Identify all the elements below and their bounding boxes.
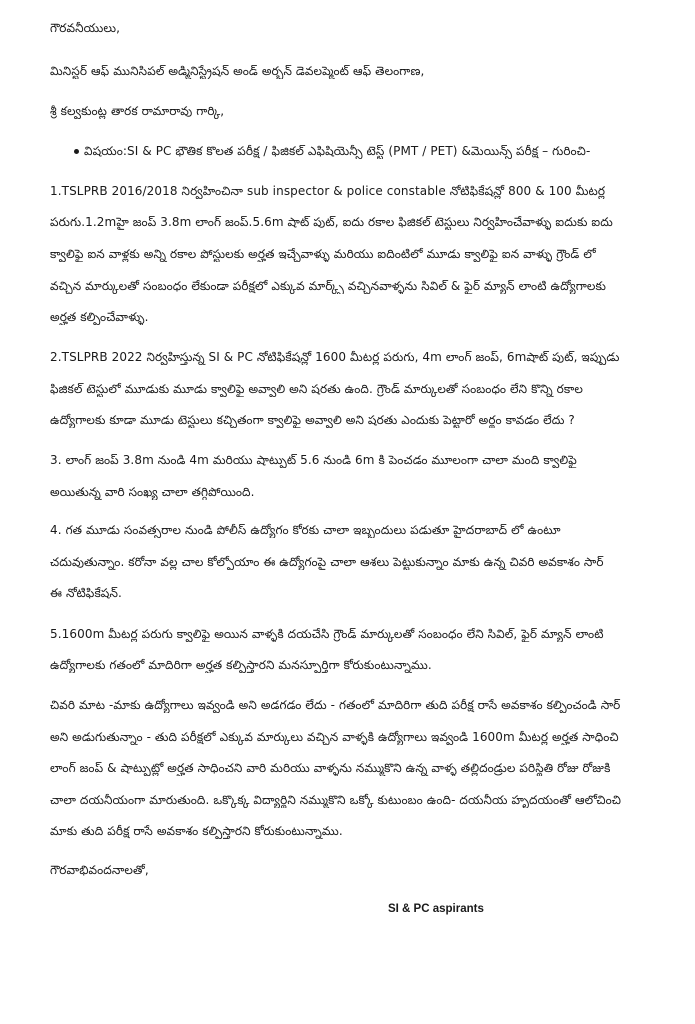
point-2-line-3: ఉద్యోగాలకు కూడా మూడు టెస్టులు కచ్చితంగా క్వాలిఫై అవ్వాలి అని షరతు ఎందుకు పెట్టారో అర్థం కావడం లేదు ? [50,413,575,427]
subject-line: విషయం:SI & PC భౌతిక కొలత పరీక్ష / ఫిజికల్ ఎఫిషియెన్సీ టెస్ట్ (PMT / PET) &మెయిన్స్ పరీక్ష – గురించి- [84,144,591,158]
salutation: గౌరవనీయులు, [50,21,121,35]
point-2-line-1: 2.TSLPRB 2022 నిర్వహిస్తున్న SI & PC నోటిఫికేషన్లో 1600 మీటర్ల పరుగు, 4m లాంగ్ జంప్, 6mషాట్ పుట్, ఇప్పుడు [50,350,620,364]
point-4-line-2: చదువుతున్నాం. కరోనా వల్ల చాల కోల్పోయాం ఈ ఉద్యోగంపై చాలా ఆశలు పెట్టుకున్నాం మాకు ఉన్న చివరి అవకాశం సార్ [50,555,604,569]
point-1-line-5: అర్హత కల్పించేవాళ్ళు. [50,310,149,324]
point-3-line-2: అయితున్న వారి సంఖ్య చాలా తగ్గిపోయింది. [50,485,255,499]
addressee-line-1: మినిస్టర్ ఆఫ్ మునిసిపల్ అడ్మినిస్ట్రేషన్ అండ్ అర్బన్ డెవలప్మెంట్ ఆఫ్ తెలంగాణ, [50,64,425,78]
point-1-line-1: 1.TSLPRB 2016/2018 నిర్వహించినా sub inspector & police constable నోటిఫికేషన్లో 800 & 100 మీటర్ల [50,184,606,198]
addressee-line-2: శ్రీ కల్వకుంట్ల తారక రామారావు గార్కి, [50,104,225,118]
final-word-line-3: లాంగ్ జంప్ & షాట్పుట్లో అర్హత సాధించని వారి మరియు వాళ్ళను నమ్ముకొని ఉన్న వాళ్ళ తల్లిదండ్రుల పరిస్థితి రోజు రోజుకి [50,761,611,775]
final-word-line-5: మాకు తుది పరీక్ష రాసే అవకాశం కల్పిస్తారని కోరుకుంటున్నాము. [50,824,343,838]
point-2-line-2: ఫిజికల్ టెస్టులో మూడుకు మూడు క్వాలిఫై అవ్వాలి అని షరతు ఉంది. గ్రౌండ్ మార్కులతో సంబంధం లేని కొన్ని రకాల [50,382,583,396]
bullet-icon [74,149,79,154]
closing-line: గౌరవాభివందనాలతో, [50,863,149,877]
point-1-line-3: క్వాలిఫై ఐన వాళ్లకు అన్ని రకాల పోస్టులకు అర్హత ఇచ్చేవాళ్ళు మరియు ఐదింటిలో మూడు క్వాలిఫై ఐన వాళ్ళు గ్రౌండ్ లో [50,247,596,261]
point-3-line-1: 3. లాంగ్ జంప్ 3.8m నుండి 4m మరియు షాట్పుట్ 5.6 నుండి 6m కి పెంచడం మూలంగా చాలా మంది క్వాలిఫై [50,453,577,467]
point-4-line-3: ఈ నోటిఫికేషన్. [50,586,122,600]
signature: SI & PC aspirants [388,903,484,915]
point-4-line-1: 4. గత మూడు సంవత్సరాల నుండి పోలీస్ ఉద్యోగం కోరకు చాలా ఇబ్బందులు పడుతూ హైదరాబాద్ లో ఉంటూ [50,523,561,537]
point-5-line-2: ఉద్యోగాలకు గతంలో మాదిరిగా అర్హత కల్పిస్తారని మనస్పూర్తిగా కోరుకుంటున్నాము. [50,658,432,672]
point-5-line-1: 5.1600m మీటర్ల పరుగు క్వాలిఫై అయిన వాళ్ళకి దయచేసి గ్రౌండ్ మార్కులతో సంబంధం లేని సివిల్, ఫైర్ మ్యాన్ లాంటి [50,627,604,641]
point-1-line-4: వచ్చిన మార్కులతో సంబంధం లేకుండా పరీక్షలో ఎక్కువ మార్క్స్ వచ్చినవాళ్ళను సివిల్ & ఫైర్ మ్యాన్ లాంటి ఉద్యోగాలకు [50,279,606,293]
final-word-line-2: అని అడుగుతున్నాం - తుది పరీక్షలో ఎక్కువ మార్కులు వచ్చిన వాళ్ళకి ఉద్యోగాలు ఇవ్వండి 1600m మీటర్ల అర్హత సాధించి [50,730,619,744]
final-word-line-4: చాలా దయనీయంగా మారుతుంది. ఒక్కొక్క విద్యార్థిని నమ్ముకొని ఒక్కో కుటుంబం ఉంది- దయనీయ హృదయంతో ఆలోచించి [50,793,622,807]
point-1-line-2: పరుగు.1.2mహై జంప్ 3.8m లాంగ్ జంప్.5.6m షాట్ పుట్, ఐదు రకాల ఫిజికల్ టెస్టులు నిర్వహించేవాళ్ళు ఐదుకు ఐదు [50,215,613,229]
final-word-line-1: చివరి మాట -మాకు ఉద్యోగాలు ఇవ్వండి అని అడగడం లేదు - గతంలో మాదిరిగా తుది పరీక్ష రాసే అవకాశం కల్పించండి సార్ [50,698,621,712]
